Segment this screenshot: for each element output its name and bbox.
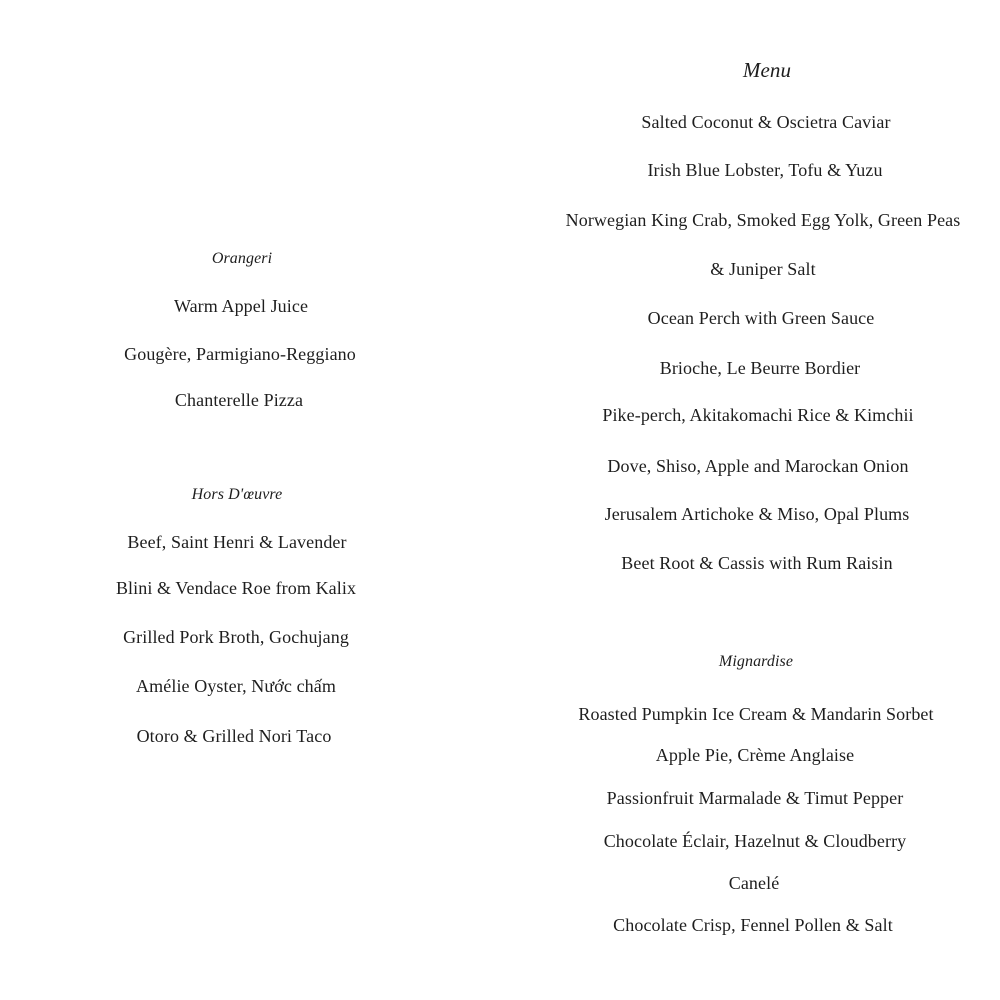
hors-doeuvre-heading: Hors D'œuvre: [191, 486, 283, 503]
menu-item: Beet Root & Cassis with Rum Raisin: [621, 553, 893, 573]
mignardise-heading: Mignardise: [718, 653, 794, 670]
orangeri-item: Gougère, Parmigiano-Reggiano: [124, 344, 356, 364]
orangeri-heading: Orangeri: [211, 250, 273, 267]
menu-item: Ocean Perch with Green Sauce: [647, 308, 875, 328]
menu-heading: Menu: [742, 58, 792, 82]
menu-item: Salted Coconut & Oscietra Caviar: [641, 112, 891, 132]
menu-item: Dove, Shiso, Apple and Marockan Onion: [607, 456, 909, 476]
mignardise-item: Apple Pie, Crème Anglaise: [655, 745, 855, 765]
hors-doeuvre-item: Beef, Saint Henri & Lavender: [127, 532, 347, 552]
menu-item: Jerusalem Artichoke & Miso, Opal Plums: [604, 504, 910, 524]
hors-doeuvre-item: Grilled Pork Broth, Gochujang: [123, 627, 349, 647]
menu-item: Irish Blue Lobster, Tofu & Yuzu: [647, 160, 883, 180]
mignardise-item: Chocolate Crisp, Fennel Pollen & Salt: [613, 915, 893, 935]
orangeri-item: Chanterelle Pizza: [174, 390, 304, 410]
menu-item: & Juniper Salt: [710, 259, 816, 279]
mignardise-item: Roasted Pumpkin Ice Cream & Mandarin Sorbet: [578, 704, 934, 724]
mignardise-item: Canelé: [728, 873, 780, 893]
menu-item: Pike-perch, Akitakomachi Rice & Kimchii: [602, 405, 914, 425]
mignardise-item: Chocolate Éclair, Hazelnut & Cloudberry: [603, 831, 907, 851]
mignardise-item: Passionfruit Marmalade & Timut Pepper: [606, 788, 904, 808]
hors-doeuvre-item: Amélie Oyster, Nước chấm: [136, 676, 336, 696]
hors-doeuvre-item: Blini & Vendace Roe from Kalix: [115, 578, 357, 598]
menu-item: Brioche, Le Beurre Bordier: [659, 358, 861, 378]
menu-item: Norwegian King Crab, Smoked Egg Yolk, Green Peas: [565, 210, 961, 230]
hors-doeuvre-item: Otoro & Grilled Nori Taco: [136, 726, 332, 746]
orangeri-item: Warm Appel Juice: [173, 296, 309, 316]
